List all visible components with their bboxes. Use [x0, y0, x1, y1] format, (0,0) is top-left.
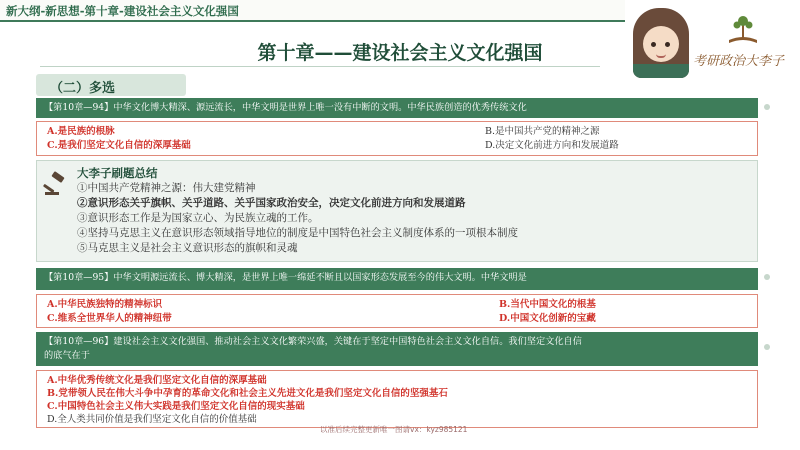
watermark: 以准后续完整更新唯一图请vx：kyz985121 — [320, 425, 468, 434]
option-a[interactable]: A.是民族的根脉 — [47, 126, 115, 137]
option-a[interactable]: A.中华优秀传统文化是我们坚定文化自信的深厚基础 — [47, 375, 267, 386]
breadcrumb: 新大纲-新思想-第十章-建设社会主义文化强国 — [6, 4, 239, 18]
summary-line-5: ⑤马克思主义是社会主义意识形态的旗帜和灵魂 — [77, 242, 298, 254]
summary-line-3: ③意识形态工作是为国家立心、为民族立魂的工作。 — [77, 212, 319, 224]
options-box-94 — [36, 121, 758, 156]
summary-title: 大李子刷题总结 — [77, 166, 158, 180]
option-b[interactable]: B.党带领人民在伟大斗争中孕育的革命文化和社会主义先进文化是我们坚定文化自信的坚强基石 — [47, 388, 448, 399]
summary-line-1: ①中国共产党精神之源：伟大建党精神 — [77, 182, 256, 194]
summary-line-2: ②意识形态关乎旗帜、关乎道路、关乎国家政治安全，决定文化前进方向和发展道路 — [77, 197, 466, 209]
scroll-indicator — [764, 104, 770, 110]
options-box-96 — [36, 370, 758, 428]
option-a[interactable]: A.中华民族独特的精神标识 — [47, 299, 163, 310]
question-stem-96: 【第10章—96】建设社会主义文化强国、推动社会主义文化繁荣兴盛，关键在于坚定中国特色社会主义文化自信。我们坚定文化自信 的底气在于 — [36, 332, 758, 366]
option-d[interactable]: D.全人类共同价值是我们坚定文化自信的价值基础 — [47, 414, 257, 425]
summary-line-4: ④坚持马克思主义在意识形态领域指导地位的制度是中国特色社会主义制度体系的一项根本制度 — [77, 227, 518, 239]
page-title: 第十章——建设社会主义文化强国 — [257, 42, 543, 64]
summary-panel — [36, 160, 758, 262]
section-label: （二）多选 — [50, 81, 116, 96]
option-c[interactable]: C.中国特色社会主义伟大实践是我们坚定文化自信的现实基础 — [47, 401, 305, 412]
question-stem-95: 【第10章—95】中华文明源远流长、博大精深，是世界上唯一绵延不断且以国家形态发展至今的伟大文明。中华文明是 — [36, 268, 758, 290]
option-d[interactable]: D.中国文化创新的宝藏 — [499, 313, 596, 324]
option-c[interactable]: C.维系全世界华人的精神纽带 — [47, 313, 172, 324]
logo-text: 考研政治大李子 — [693, 54, 785, 69]
option-b[interactable]: B.当代中国文化的根基 — [499, 299, 596, 310]
scroll-indicator — [764, 274, 770, 280]
option-c[interactable]: C.是我们坚定文化自信的深厚基础 — [47, 140, 191, 151]
gavel-icon — [43, 171, 69, 197]
options-box-95 — [36, 294, 758, 328]
option-b[interactable]: B.是中国共产党的精神之源 — [485, 126, 600, 137]
option-d[interactable]: D.决定文化前进方向和发展道路 — [485, 140, 619, 151]
section-header — [36, 74, 186, 96]
title-divider — [40, 66, 600, 67]
scroll-indicator — [764, 344, 770, 350]
question-stem-94: 【第10章—94】中华文化博大精深、源远流长，中华文明是世界上唯一没有中断的文明。中华民族创造的优秀传统文化 — [36, 98, 758, 118]
